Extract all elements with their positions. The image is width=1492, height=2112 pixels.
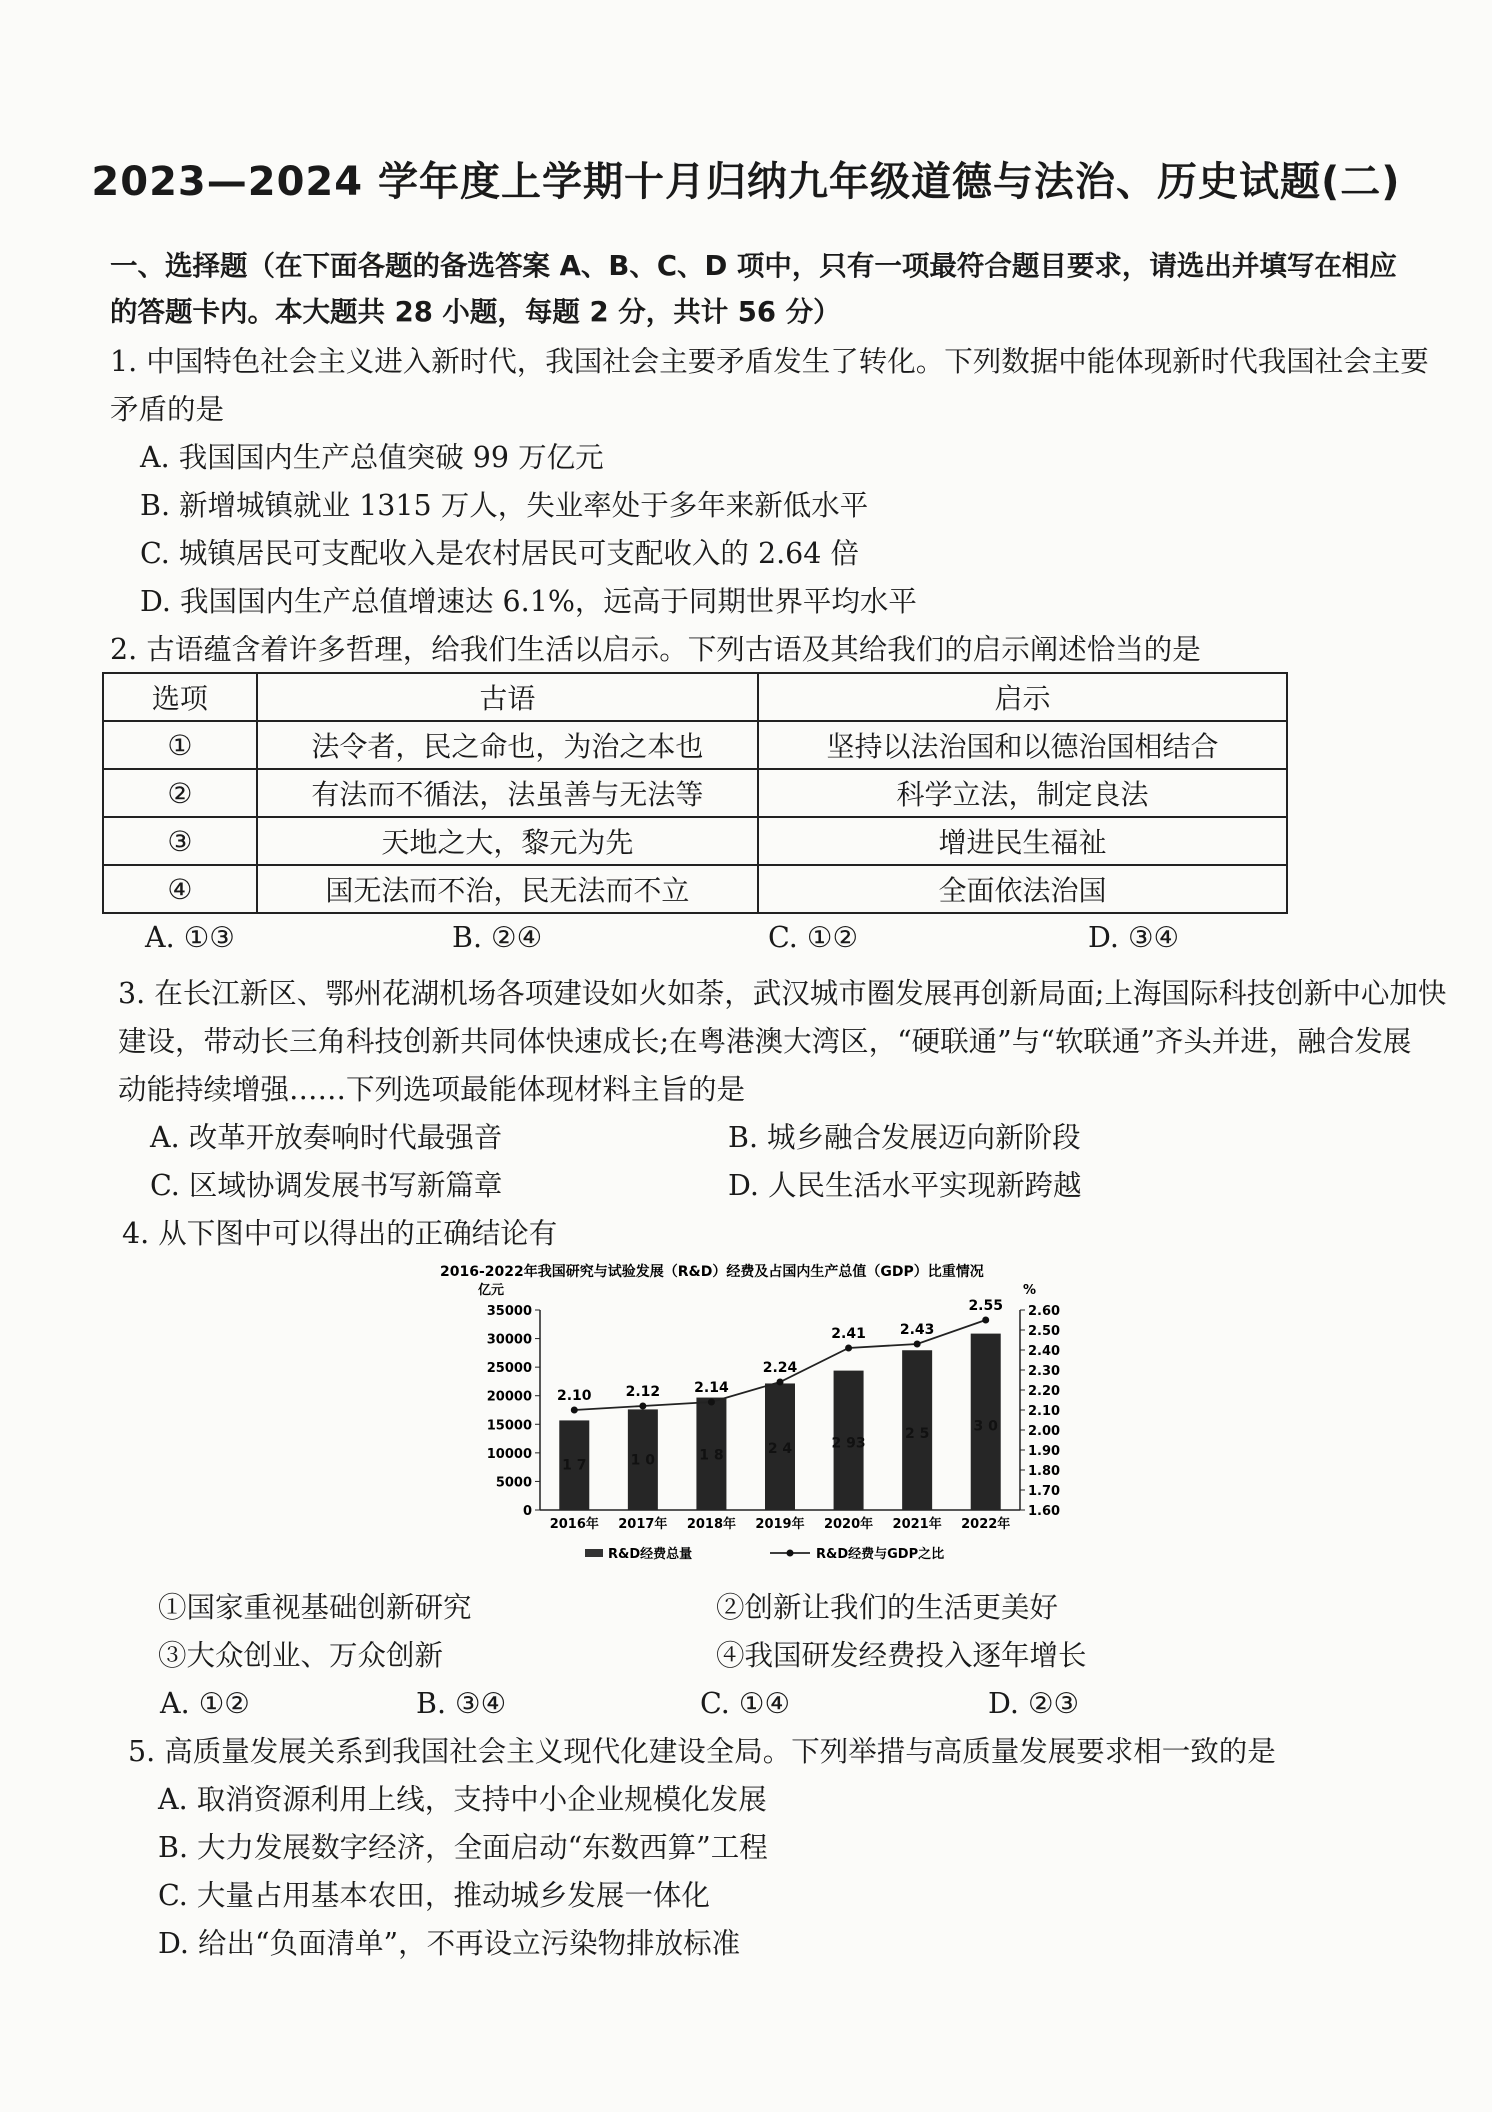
chart-x-tick-label: 2020年 [823,1517,874,1532]
chart-title: 2016-2022年我国研究与试验发展（R&D）经费及占国内生产总值（GDP）比重情况 [440,1264,984,1280]
chart-legend-line-dot [787,1550,794,1557]
chart-ratio-label: 2.55 [968,1298,1003,1314]
q3-stem-line1: 3. 在长江新区、鄂州花湖机场各项建设如火如荼，武汉城市圈发展再创新局面;上海国际科技创新中心加快 [118,977,1447,1010]
q2-cell-saying: 法令者，民之命也，为治之本也 [257,721,758,769]
chart-bar-label: 2 4 [767,1441,793,1458]
chart-bar-label: 2 93 [831,1435,866,1452]
q2-cell-insight: 全面依法治国 [758,865,1287,913]
q2-table-header [103,673,1287,721]
chart-ratio-point [982,1317,989,1324]
q5-option-c: C. 大量占用基本农田，推动城乡发展一体化 [158,1879,710,1912]
chart-ratio-point [914,1341,921,1348]
q5-option-d: D. 给出“负面清单”，不再设立污染物排放标准 [158,1927,741,1960]
q2-header-insight: 启示 [758,673,1287,721]
section-heading-line2: 的答题卡内。本大题共 28 小题，每题 2 分，共计 56 分） [110,296,841,328]
q5-stem: 5. 高质量发展关系到我国社会主义现代化建设全局。下列举措与高质量发展要求相一致的是 [128,1735,1276,1768]
chart-ratio-label: 2.41 [831,1326,866,1342]
chart-ratio-point [845,1345,852,1352]
chart-plot-layer [487,1298,1060,1562]
q2-cell-number: ③ [103,817,257,865]
q4-statement-2: ②创新让我们的生活更美好 [716,1591,1059,1624]
table-row [103,817,1287,865]
rd-chart-svg [440,1262,1120,1582]
q4-option-a: A. ①② [160,1687,250,1720]
q4-statement-1: ①国家重视基础创新研究 [158,1591,472,1624]
q1-stem-line1: 1. 中国特色社会主义进入新时代，我国社会主要矛盾发生了转化。下列数据中能体现新时代我国社会主要 [110,345,1429,378]
chart-ratio-point [777,1379,784,1386]
chart-bar-label: 1 7 [562,1457,587,1474]
q4-option-c: C. ①④ [700,1687,791,1720]
chart-y2-tick-label: 1.90 [1028,1444,1061,1459]
q2-cell-saying: 天地之大，黎元为先 [257,817,758,865]
chart-y-tick-label: 0 [522,1504,532,1519]
q1-option-b: B. 新增城镇就业 1315 万人，失业率处于多年来新低水平 [140,489,869,522]
q4-statement-4: ④我国研发经费投入逐年增长 [716,1639,1087,1672]
q2-header-saying: 古语 [257,673,758,721]
chart-ratio-point [708,1399,715,1406]
q3-stem-line2: 建设，带动长三角科技创新共同体快速成长;在粤港澳大湾区，“硬联通”与“软联通”齐头并进，融合发展 [118,1025,1412,1058]
q2-option-d: D. ③④ [1088,921,1180,954]
chart-x-tick-label: 2022年 [961,1517,1011,1532]
chart-y-unit: 亿元 [478,1283,505,1298]
q4-stem: 4. 从下图中可以得出的正确结论有 [122,1217,558,1250]
q4-option-b: B. ③④ [416,1687,507,1720]
chart-y2-unit: % [1023,1283,1037,1298]
chart-y-tick-label: 25000 [486,1361,532,1377]
q3-option-b: B. 城乡融合发展迈向新阶段 [728,1121,1081,1154]
chart-legend-bar-label: R&D经费总量 [608,1547,693,1562]
chart-ratio-point [639,1403,646,1410]
chart-y2-tick-label: 1.60 [1028,1504,1061,1519]
chart-y-tick-label: 10000 [486,1446,532,1462]
q3-option-c: C. 区域协调发展书写新篇章 [150,1169,503,1202]
q2-header-option: 选项 [103,673,257,721]
q1-option-d: D. 我国国内生产总值增速达 6.1%，远高于同期世界平均水平 [140,585,917,618]
q2-option-a: A. ①③ [145,921,235,954]
chart-bar-label: 1 0 [630,1452,656,1469]
table-row [103,721,1287,769]
q2-cell-number: ② [103,769,257,817]
chart-ratio-label: 2.10 [557,1388,592,1404]
chart-y2-tick-label: 2.50 [1028,1324,1061,1339]
chart-ratio-label: 2.14 [694,1380,729,1396]
q5-option-b: B. 大力发展数字经济，全面启动“东数西算”工程 [158,1831,768,1864]
q2-option-c: C. ①② [768,921,859,954]
chart-y-tick-label: 15000 [486,1418,532,1434]
chart-x-tick-label: 2021年 [892,1517,942,1532]
q2-option-b: B. ②④ [452,921,543,954]
chart-bar-label: 3 0 [973,1418,998,1435]
chart-legend-line-label: R&D经费与GDP之比 [816,1547,945,1562]
q2-stem: 2. 古语蕴含着许多哲理，给我们生活以启示。下列古语及其给我们的启示阐述恰当的是 [110,633,1201,666]
chart-y2-tick-label: 2.60 [1028,1304,1061,1319]
table-row [103,865,1287,913]
q2-cell-number: ① [103,721,257,769]
table-row [103,769,1287,817]
q3-option-a: A. 改革开放奏响时代最强音 [150,1121,503,1154]
chart-bar-label: 1 8 [699,1447,724,1464]
q1-option-c: C. 城镇居民可支配收入是农村居民可支配收入的 2.64 倍 [140,537,859,570]
q5-option-a: A. 取消资源利用上线，支持中小企业规模化发展 [158,1783,767,1816]
q4-option-d: D. ②③ [988,1687,1080,1720]
chart-y2-tick-label: 1.80 [1028,1464,1061,1479]
q2-cell-saying: 有法而不循法，法虽善与无法等 [257,769,758,817]
chart-legend-bar-swatch [585,1549,603,1557]
chart-bar-label: 2 5 [904,1426,930,1443]
chart-y2-tick-label: 2.30 [1028,1364,1061,1379]
chart-y-tick-label: 30000 [486,1332,532,1348]
q2-cell-number: ④ [103,865,257,913]
section-heading-line1: 一、选择题（在下面各题的备选答案 A、B、C、D 项中，只有一项最符合题目要求，请选出并填写在相应 [110,250,1397,282]
chart-x-tick-label: 2016年 [549,1517,599,1532]
q4-statement-3: ③大众创业、万众创新 [158,1639,444,1672]
q2-cell-saying: 国无法而不治，民无法而不立 [257,865,758,913]
chart-x-tick-label: 2017年 [618,1517,668,1532]
chart-y-tick-label: 35000 [486,1304,532,1319]
chart-x-tick-label: 2018年 [686,1517,737,1532]
chart-ratio-label: 2.43 [899,1322,935,1338]
q2-table [102,672,1288,914]
chart-y2-tick-label: 2.20 [1028,1384,1061,1399]
chart-y2-tick-label: 2.10 [1028,1404,1061,1419]
chart-y2-tick-label: 1.70 [1028,1484,1061,1499]
rd-chart [440,1262,1120,1582]
chart-x-tick-label: 2019年 [755,1517,805,1532]
chart-ratio-label: 2.12 [625,1384,661,1400]
chart-y2-tick-label: 2.00 [1028,1424,1061,1439]
page-title: 2023—2024 学年度上学期十月归纳九年级道德与法治、历史试题(二) [91,159,1401,205]
chart-ratio-label: 2.24 [762,1360,798,1376]
q1-option-a: A. 我国国内生产总值突破 99 万亿元 [140,441,604,474]
chart-y2-tick-label: 2.40 [1028,1344,1061,1359]
chart-y-tick-label: 20000 [486,1389,532,1405]
q3-option-d: D. 人民生活水平实现新跨越 [728,1169,1082,1202]
q3-stem-line3: 动能持续增强……下列选项最能体现材料主旨的是 [118,1073,746,1106]
chart-ratio-point [571,1407,578,1414]
chart-y-tick-label: 5000 [495,1475,532,1491]
q2-cell-insight: 坚持以法治国和以德治国相结合 [758,721,1287,769]
q2-cell-insight: 增进民生福祉 [758,817,1287,865]
q1-stem-line2: 矛盾的是 [110,393,225,426]
q2-cell-insight: 科学立法，制定良法 [758,769,1287,817]
